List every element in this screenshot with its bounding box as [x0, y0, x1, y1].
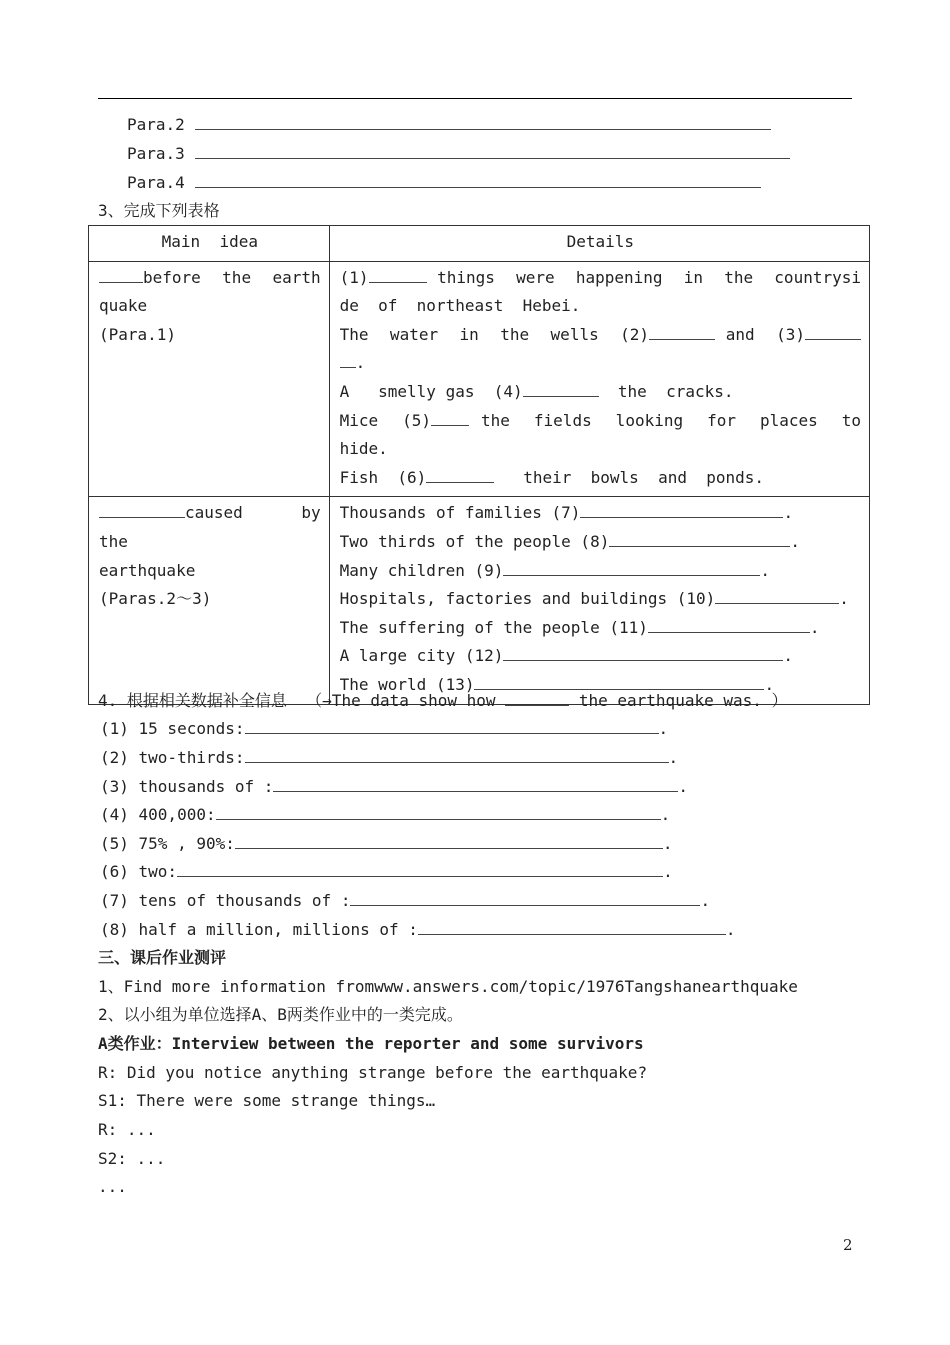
para-2-line [127, 115, 771, 135]
header-details: Details [329, 226, 869, 262]
table-row [89, 261, 870, 497]
dialogue-line: R: Did you notice anything strange before the earthquake? [98, 1063, 648, 1082]
page-number: 2 [843, 1236, 853, 1254]
para-label: Para.4 [127, 173, 185, 192]
answer-blank[interactable] [503, 646, 783, 661]
data-item-label: (7) tens of thousands of : [100, 891, 351, 910]
answer-blank[interactable] [245, 748, 669, 763]
data-item: (6) two: . [100, 862, 673, 881]
section-3-heading: 3、完成下列表格 [98, 201, 220, 220]
detail-line: The world (13) . [339, 674, 775, 694]
answer-blank[interactable] [369, 268, 427, 283]
answer-blank[interactable] [649, 325, 715, 340]
detail-line [340, 264, 861, 293]
main-idea-line: earthquake [99, 560, 196, 580]
answer-blank[interactable] [609, 532, 790, 547]
row2-details [329, 497, 869, 704]
answer-blank[interactable] [195, 115, 771, 130]
answer-blank[interactable] [340, 353, 356, 368]
row1-details [329, 261, 869, 497]
detail-line: A large city (12) . [339, 646, 794, 666]
main-idea-text: before the earth [143, 267, 321, 287]
answer-blank[interactable] [580, 503, 783, 518]
answer-blank[interactable] [195, 144, 790, 159]
homework-heading: 三、课后作业测评 [98, 948, 227, 967]
detail-line [340, 378, 861, 407]
data-item: (8) half a million, millions of : . [100, 920, 736, 939]
answer-blank[interactable] [235, 834, 663, 849]
data-item: (4) 400,000: . [100, 805, 671, 824]
detail-text: The suffering of the people (11) [339, 617, 648, 637]
data-item: (2) two-thirds: . [100, 748, 679, 767]
top-rule [98, 98, 852, 99]
detail-num: (1) [339, 267, 369, 287]
answer-blank[interactable] [273, 777, 678, 792]
detail-text: Hospitals, factories and buildings (10) [339, 589, 716, 609]
answer-blank[interactable] [715, 589, 839, 604]
detail-line: Two thirds of the people (8) . [339, 531, 800, 551]
answer-blank[interactable] [505, 691, 569, 706]
answer-blank[interactable] [523, 382, 599, 397]
detail-line [340, 407, 861, 436]
detail-line: Hospitals, factories and buildings (10) . [339, 589, 849, 609]
detail-line: Thousands of families (7) . [339, 503, 794, 523]
answer-blank[interactable] [474, 675, 764, 690]
para-4-line [127, 173, 761, 193]
answer-blank[interactable] [99, 268, 143, 283]
detail-line: Many children (9) . [339, 560, 771, 580]
data-item-label: (3) thousands of : [100, 777, 274, 796]
para-label: Para.3 [127, 144, 185, 163]
detail-text: and (3) [725, 324, 805, 344]
data-item-label: (5) 75% , 90%: [100, 834, 235, 853]
section-4-hint: （→The data show how [306, 691, 496, 710]
table-row [89, 497, 870, 704]
detail-line [340, 321, 861, 350]
answer-blank[interactable] [805, 325, 861, 340]
data-item: (1) 15 seconds: . [100, 719, 669, 738]
detail-text: . [355, 353, 366, 373]
dialogue-line: ... [98, 1177, 127, 1196]
homework-a-title: A类作业：Interview between the reporter and some survivors [98, 1034, 644, 1053]
detail-line: The suffering of the people (11) . [339, 617, 820, 637]
para-label: Para.2 [127, 115, 185, 134]
detail-text: Two thirds of the people (8) [339, 531, 610, 551]
detail-line: hide. [339, 439, 388, 459]
main-idea-line: quake [99, 296, 148, 316]
detail-text: Many children (9) [339, 560, 504, 580]
answer-blank[interactable] [99, 503, 185, 518]
detail-text: Fish (6) [339, 467, 427, 487]
detail-line: de of northeast Hebei. [339, 296, 581, 316]
table-header-row [89, 226, 870, 262]
main-idea-line [99, 264, 321, 293]
detail-text: A smelly gas (4) [339, 381, 523, 401]
main-idea-line: the [99, 531, 128, 551]
main-idea-line: (Para.1) [99, 324, 177, 344]
section-4-heading-line [98, 691, 788, 711]
dialogue-line: R: ... [98, 1120, 156, 1139]
answer-blank[interactable] [245, 719, 659, 734]
answer-blank[interactable] [503, 561, 760, 576]
answer-blank[interactable] [431, 411, 469, 426]
detail-text: their bowls and ponds. [523, 467, 765, 487]
detail-text: The world (13) [339, 674, 475, 694]
data-item-label: (6) two: [100, 862, 178, 881]
detail-text: Mice (5) [339, 410, 432, 430]
main-idea-line: (Paras.2～3) [99, 589, 212, 609]
data-item-label: (8) half a million, millions of : [100, 920, 418, 939]
homework-item-1: 1、Find more information fromwww.answers.com/topic/1976Tangshanearthquake [98, 977, 798, 996]
data-item-label: (2) two-thirds: [100, 748, 245, 767]
para-3-line [127, 144, 790, 164]
section-4-hint: the earthquake was. ） [578, 691, 788, 710]
dialogue-line: S2: ... [98, 1149, 166, 1168]
detail-line [340, 349, 861, 378]
detail-text: the cracks. [617, 381, 734, 401]
header-main-idea: Main idea [89, 226, 330, 262]
answer-blank[interactable] [216, 805, 661, 820]
detail-text: A large city (12) [339, 646, 504, 666]
answer-blank[interactable] [426, 468, 494, 483]
detail-text: the fields looking for places to [481, 410, 862, 430]
detail-line [340, 464, 861, 493]
detail-text: The water in the wells (2) [339, 324, 650, 344]
answer-blank[interactable] [648, 618, 810, 633]
dialogue-line: S1: There were some strange things… [98, 1091, 436, 1110]
data-item: (5) 75% , 90%: . [100, 834, 673, 853]
detail-text: things were happening in the countrysi [437, 267, 861, 287]
main-idea-text: caused by [185, 503, 321, 523]
answer-blank[interactable] [195, 173, 761, 188]
answer-blank[interactable] [418, 920, 726, 935]
main-idea-line [99, 499, 321, 528]
answer-blank[interactable] [350, 891, 700, 906]
row2-main-idea [89, 497, 330, 704]
data-item: (7) tens of thousands of : . [100, 891, 711, 910]
data-item-label: (1) 15 seconds: [100, 719, 245, 738]
answer-blank[interactable] [177, 862, 663, 877]
data-item-label: (4) 400,000: [100, 805, 216, 824]
detail-text: Thousands of families (7) [339, 503, 581, 523]
homework-item-2: 2、以小组为单位选择A、B两类作业中的一类完成。 [98, 1005, 463, 1024]
data-item: (3) thousands of : . [100, 777, 689, 796]
section-4-heading: 4. 根据相关数据补全信息 [98, 691, 287, 710]
main-idea-table [88, 225, 870, 705]
row1-main-idea [89, 261, 330, 497]
